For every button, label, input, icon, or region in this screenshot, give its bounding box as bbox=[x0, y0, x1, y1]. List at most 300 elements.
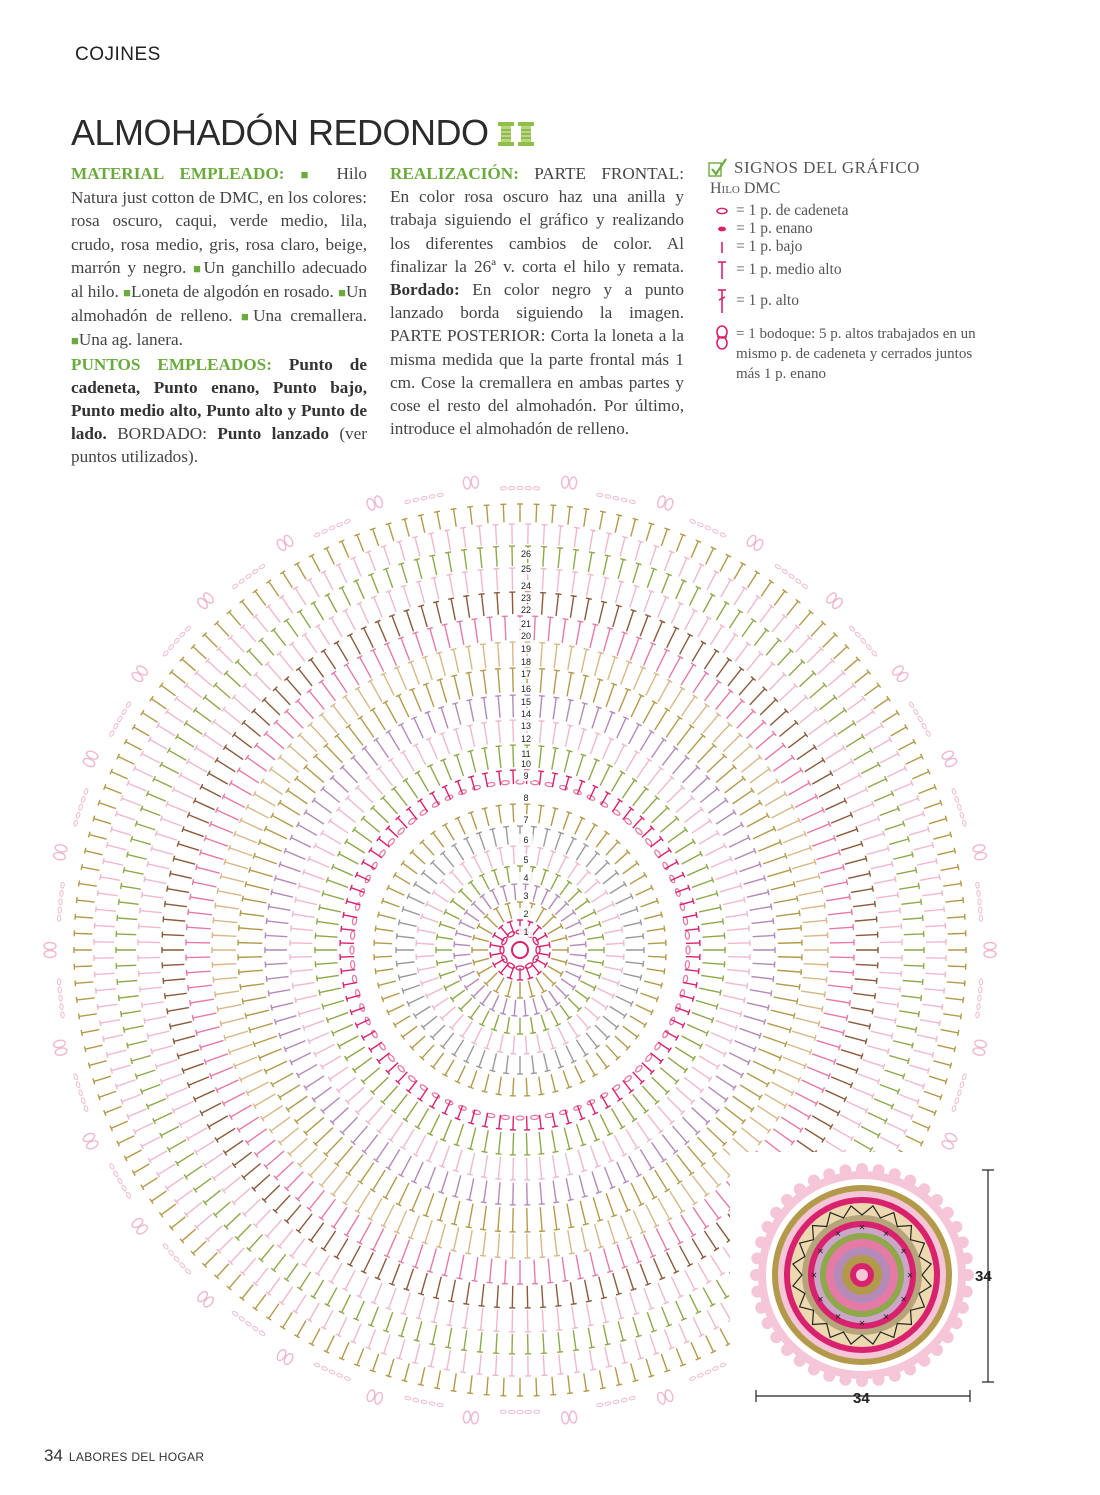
stitch-top bbox=[553, 1091, 559, 1092]
stitch-mark bbox=[576, 1040, 586, 1055]
stitch-mark bbox=[388, 1005, 404, 1013]
round-number-label: 17 bbox=[520, 669, 532, 679]
stitch-mark bbox=[136, 1070, 155, 1076]
stitch-top bbox=[579, 1118, 585, 1120]
stitch-mark bbox=[677, 726, 692, 745]
stitch-top bbox=[495, 721, 501, 722]
stitch-mark bbox=[787, 601, 798, 615]
stitch-mark bbox=[225, 1031, 248, 1038]
stitch-mark bbox=[421, 515, 425, 533]
stitch-top bbox=[851, 985, 852, 991]
stitch-top bbox=[900, 908, 901, 914]
embroidery-mark: ✕ bbox=[834, 1229, 842, 1239]
stitch-mark bbox=[368, 552, 375, 571]
stitch-mark bbox=[593, 680, 600, 703]
stitch-mark bbox=[647, 1114, 660, 1131]
stitch-mark bbox=[603, 1016, 617, 1027]
stitch-top bbox=[653, 545, 659, 547]
stitch-mark bbox=[498, 669, 500, 693]
stitch-mark bbox=[716, 872, 737, 879]
stitch-top bbox=[592, 624, 598, 625]
stitch-mark bbox=[765, 1094, 786, 1106]
stitch-mark bbox=[324, 1231, 336, 1249]
stitch-mark bbox=[466, 979, 479, 988]
stitch-mark bbox=[592, 1172, 599, 1193]
stitch-top bbox=[818, 873, 819, 879]
stitch-mark bbox=[296, 995, 317, 1000]
stitch-mark bbox=[579, 1175, 585, 1196]
stitch-mark bbox=[589, 760, 597, 780]
chain-stitch bbox=[573, 789, 582, 795]
stitch-mark bbox=[660, 818, 677, 832]
stitch-mark bbox=[709, 1087, 727, 1100]
stitch-mark bbox=[440, 971, 455, 976]
stitch-mark bbox=[735, 851, 755, 860]
stitch-mark bbox=[347, 1088, 364, 1103]
stitch-mark bbox=[484, 698, 487, 720]
stitch-mark bbox=[322, 1056, 341, 1067]
stitch-mark bbox=[376, 1142, 388, 1160]
stitch-top bbox=[744, 997, 745, 1003]
stitch-mark bbox=[473, 985, 484, 996]
stitch-mark bbox=[524, 1000, 525, 1016]
stitch-mark bbox=[299, 1008, 320, 1014]
stitch-mark bbox=[342, 1342, 349, 1358]
stitch-mark bbox=[255, 794, 276, 806]
chain-stitch bbox=[621, 1398, 628, 1402]
stitch-mark bbox=[421, 1273, 427, 1294]
embroidery-mark: ✕ bbox=[817, 1295, 824, 1304]
stitch-mark bbox=[215, 685, 230, 698]
stitch-mark bbox=[853, 904, 875, 907]
stitch-top bbox=[566, 960, 568, 966]
stitch-top bbox=[569, 646, 575, 647]
stitch-mark bbox=[311, 659, 324, 677]
stitch-mark bbox=[496, 1309, 497, 1331]
stitch-mark bbox=[384, 1335, 390, 1354]
stitch-top bbox=[846, 1015, 847, 1021]
stitch-top bbox=[571, 596, 577, 597]
stitch-top bbox=[581, 728, 587, 730]
stitch-top bbox=[123, 1027, 124, 1033]
stitch-top bbox=[462, 1328, 468, 1329]
stitch-mark bbox=[360, 1222, 372, 1243]
stitch-top bbox=[567, 1174, 573, 1175]
chain-stitch bbox=[84, 1105, 89, 1112]
chain-stitch bbox=[977, 890, 981, 896]
stitch-mark bbox=[595, 1224, 601, 1247]
stitch-mark bbox=[494, 935, 504, 941]
stitch-top bbox=[574, 1372, 580, 1373]
stitch-mark bbox=[692, 643, 703, 662]
round-number-label: 5 bbox=[523, 855, 529, 865]
stitch-mark bbox=[716, 1020, 737, 1027]
stitch-top bbox=[595, 1165, 601, 1167]
stitch-top bbox=[940, 800, 942, 806]
stitch-mark bbox=[648, 956, 666, 957]
stitch-mark bbox=[142, 713, 157, 723]
chain-stitch bbox=[675, 888, 681, 897]
stitch-mark bbox=[259, 1049, 281, 1058]
stitch-mark bbox=[296, 778, 315, 793]
stitch-mark bbox=[551, 1011, 558, 1025]
round-number-label: 3 bbox=[523, 891, 529, 901]
stitch-top bbox=[622, 632, 628, 634]
stitch-top bbox=[638, 541, 644, 543]
stitch-mark bbox=[528, 981, 532, 996]
stitch-mark bbox=[561, 912, 574, 921]
stitch-mark bbox=[847, 1101, 867, 1110]
stitch-mark bbox=[568, 864, 578, 879]
stitch-mark bbox=[606, 1193, 614, 1216]
stitch-mark bbox=[698, 1263, 709, 1282]
stitch-mark bbox=[492, 995, 499, 1010]
stitch-top bbox=[177, 841, 179, 847]
stitch-mark bbox=[150, 739, 167, 749]
bobble-stitch bbox=[656, 495, 674, 511]
stitch-mark bbox=[575, 990, 588, 999]
stitch-mark bbox=[848, 698, 864, 710]
stitch-mark bbox=[374, 597, 382, 617]
stitch-top bbox=[558, 526, 564, 527]
stitch-mark bbox=[406, 610, 413, 631]
stitch-mark bbox=[74, 933, 92, 934]
stitch-mark bbox=[903, 981, 923, 983]
stitch-top bbox=[151, 846, 153, 852]
stitch-mark bbox=[610, 884, 625, 894]
stitch-mark bbox=[332, 1108, 348, 1123]
stitch-mark bbox=[824, 882, 847, 887]
stitch-mark bbox=[341, 970, 355, 972]
stitch-mark bbox=[338, 1317, 347, 1335]
stitch-mark bbox=[776, 913, 800, 916]
stitch-mark bbox=[557, 570, 559, 592]
stitch-mark bbox=[658, 597, 666, 617]
stitch-mark bbox=[700, 789, 717, 803]
stitch-mark bbox=[359, 603, 368, 623]
stitch-top bbox=[958, 864, 959, 870]
stitch-mark bbox=[780, 686, 796, 701]
stitch-mark bbox=[140, 911, 162, 913]
chain-stitch bbox=[959, 1081, 964, 1088]
stitch-mark bbox=[161, 1074, 182, 1082]
stitch-mark bbox=[643, 702, 654, 723]
stitch-top bbox=[414, 559, 420, 561]
stitch-mark bbox=[856, 935, 878, 936]
stitch-mark bbox=[167, 1008, 189, 1012]
stitch-top bbox=[491, 869, 497, 871]
stitch-mark bbox=[182, 659, 196, 671]
bobble-stitch bbox=[130, 1217, 149, 1236]
stitch-mark bbox=[161, 764, 179, 773]
stitch-mark bbox=[703, 715, 718, 733]
stitch-top bbox=[583, 1224, 589, 1225]
stitch-mark bbox=[145, 879, 167, 883]
stitch-top bbox=[88, 832, 90, 838]
stitch-top bbox=[692, 898, 694, 904]
stitch-top bbox=[543, 1029, 549, 1031]
stitch-top bbox=[698, 968, 699, 974]
stitch-mark bbox=[612, 1108, 623, 1127]
stitch-mark bbox=[298, 701, 314, 719]
stitch-top bbox=[396, 961, 397, 967]
stitch-mark bbox=[317, 921, 339, 924]
stitch-top bbox=[421, 981, 423, 987]
stitch-mark bbox=[223, 1093, 244, 1104]
stitch-mark bbox=[312, 1328, 320, 1344]
stitch-mark bbox=[536, 504, 537, 522]
stitch-top bbox=[437, 679, 443, 681]
stitch-mark bbox=[460, 971, 475, 978]
stitch-top bbox=[912, 852, 913, 858]
stitch-mark bbox=[508, 904, 512, 919]
stitch-top bbox=[402, 906, 404, 912]
stitch-mark bbox=[196, 867, 219, 873]
stitch-top bbox=[897, 1089, 899, 1095]
stitch-mark bbox=[470, 507, 472, 525]
chain-stitch bbox=[173, 1256, 179, 1263]
stitch-mark bbox=[401, 564, 407, 583]
chain-stitch bbox=[397, 1065, 405, 1073]
stitch-mark bbox=[929, 819, 946, 824]
chain-stitch bbox=[500, 1410, 506, 1413]
stitch-mark bbox=[551, 1074, 555, 1091]
stitch-top bbox=[401, 1313, 407, 1315]
stitch-mark bbox=[235, 834, 257, 843]
stitch-mark bbox=[492, 1053, 496, 1071]
stitch-mark bbox=[437, 961, 453, 964]
stitch-mark bbox=[747, 892, 768, 897]
stitch-mark bbox=[436, 602, 441, 623]
stitch-mark bbox=[282, 1286, 293, 1303]
stitch-mark bbox=[615, 1367, 619, 1385]
section-label: COJINES bbox=[75, 44, 161, 65]
stitch-top bbox=[555, 1306, 561, 1307]
stitch-mark bbox=[867, 1046, 888, 1052]
stitch-mark bbox=[853, 1088, 873, 1096]
embroidery-mark: ✕ bbox=[858, 1223, 866, 1232]
stitch-top bbox=[418, 1384, 424, 1385]
stitch-top bbox=[592, 1275, 598, 1276]
stitch-top bbox=[266, 976, 267, 982]
stitch-mark bbox=[276, 722, 294, 738]
stitch-mark bbox=[126, 742, 142, 750]
stitch-mark bbox=[412, 1188, 421, 1210]
stitch-mark bbox=[889, 1056, 908, 1061]
stitch-mark bbox=[217, 1264, 229, 1277]
stitch-mark bbox=[148, 794, 166, 802]
stitch-mark bbox=[704, 1199, 718, 1218]
stitch-mark bbox=[604, 930, 622, 934]
stitch-mark bbox=[242, 601, 253, 615]
stitch-mark bbox=[536, 908, 544, 922]
stitch-mark bbox=[644, 981, 661, 985]
stitch-mark bbox=[314, 1087, 332, 1100]
stitch-mark bbox=[795, 1093, 816, 1104]
stitch-top bbox=[346, 996, 348, 1002]
stitch-mark bbox=[346, 841, 365, 853]
stitch-mark bbox=[616, 582, 622, 603]
stitch-mark bbox=[948, 966, 966, 967]
stitch-mark bbox=[412, 852, 425, 864]
stitch-top bbox=[439, 921, 441, 927]
stitch-mark bbox=[269, 581, 279, 596]
chain-stitch bbox=[408, 1075, 417, 1083]
stitch-top bbox=[160, 816, 162, 822]
embroidery-label: BORDADO: bbox=[106, 424, 218, 444]
stitch-mark bbox=[156, 1060, 177, 1067]
stitch-mark bbox=[279, 653, 293, 670]
stitch-mark bbox=[268, 606, 280, 622]
stitch-top bbox=[215, 903, 216, 909]
stitch-mark bbox=[254, 1036, 277, 1044]
stitch-top bbox=[341, 926, 342, 932]
stitch-mark bbox=[868, 779, 886, 787]
stitch-top bbox=[633, 1380, 639, 1382]
stitch-mark bbox=[887, 768, 905, 777]
stitch-mark bbox=[636, 888, 652, 896]
stitch-top bbox=[482, 1091, 488, 1092]
stitch-mark bbox=[190, 999, 214, 1003]
chain-stitch bbox=[689, 519, 696, 524]
stitch-top bbox=[140, 908, 141, 914]
stitch-top bbox=[242, 998, 243, 1004]
stitch-top bbox=[481, 1177, 487, 1178]
stitch-mark bbox=[831, 815, 851, 823]
stitch-mark bbox=[590, 1146, 597, 1167]
stitch-mark bbox=[825, 801, 845, 810]
chain-stitch bbox=[689, 1376, 696, 1381]
stitch-mark bbox=[267, 664, 282, 680]
stitch-mark bbox=[945, 900, 963, 902]
stitch-mark bbox=[434, 578, 439, 599]
stitch-top bbox=[266, 918, 267, 924]
stitch-mark bbox=[817, 1040, 840, 1047]
stitch-mark bbox=[704, 1231, 716, 1249]
stitch-top bbox=[568, 699, 574, 700]
stitch-mark bbox=[376, 969, 394, 972]
stitch-mark bbox=[321, 682, 335, 701]
stitch-top bbox=[487, 617, 493, 618]
stitch-mark bbox=[142, 1085, 161, 1092]
stitch-mark bbox=[828, 912, 852, 915]
chain-stitch bbox=[500, 487, 506, 490]
stitch-top bbox=[740, 1011, 742, 1017]
stitch-mark bbox=[747, 722, 765, 738]
stitch-mark bbox=[513, 1183, 514, 1205]
stitch-mark bbox=[484, 1181, 487, 1203]
stitch-mark bbox=[876, 1002, 898, 1005]
stitch-mark bbox=[912, 772, 928, 779]
chain-stitch bbox=[429, 494, 435, 498]
stitch-mark bbox=[781, 1117, 801, 1130]
stitch-top bbox=[545, 828, 551, 829]
stitch-mark bbox=[621, 1216, 630, 1238]
stitch-mark bbox=[570, 944, 586, 945]
stitch-mark bbox=[937, 851, 955, 855]
stitch-mark bbox=[701, 921, 723, 924]
stitch-mark bbox=[592, 892, 607, 902]
stitch-mark bbox=[658, 1198, 670, 1219]
stitch-mark bbox=[374, 943, 392, 944]
stitch-mark bbox=[646, 1205, 657, 1227]
stitch-mark bbox=[707, 572, 716, 590]
chain-stitch bbox=[978, 987, 982, 993]
stitch-mark bbox=[201, 853, 224, 860]
stitch-mark bbox=[186, 685, 202, 697]
stitch-mark bbox=[247, 807, 268, 818]
stitch-mark bbox=[267, 921, 289, 924]
stitch-mark bbox=[604, 967, 622, 971]
stitch-top bbox=[619, 581, 625, 583]
stitch-mark bbox=[487, 852, 493, 869]
stitch-mark bbox=[513, 642, 514, 666]
stitch-mark bbox=[804, 964, 828, 965]
stitch-mark bbox=[265, 829, 287, 839]
stitch-mark bbox=[581, 1227, 586, 1250]
stitch-top bbox=[204, 1059, 206, 1065]
cushion-preview bbox=[730, 1152, 1055, 1457]
stitch-mark bbox=[682, 1117, 697, 1133]
stitch-mark bbox=[268, 1278, 280, 1294]
stitch-mark bbox=[412, 689, 421, 711]
stitch-mark bbox=[116, 965, 136, 966]
stitch-top bbox=[600, 511, 606, 512]
stitch-mark bbox=[379, 1114, 392, 1131]
stitch-top bbox=[572, 1328, 578, 1329]
stitch-mark bbox=[507, 867, 510, 883]
stitch-mark bbox=[947, 917, 965, 918]
stitch-mark bbox=[255, 1294, 266, 1308]
stitch-mark bbox=[275, 1195, 290, 1211]
stitch-mark bbox=[765, 794, 786, 806]
stitch-mark bbox=[399, 922, 417, 926]
stitch-top bbox=[463, 596, 469, 597]
stitch-mark bbox=[558, 857, 566, 873]
stitch-mark bbox=[600, 1371, 603, 1389]
stitch-top bbox=[466, 1227, 472, 1228]
stitch-mark bbox=[593, 1197, 600, 1220]
stitch-mark bbox=[99, 803, 116, 809]
stitch-top bbox=[898, 1002, 899, 1008]
stitch-top bbox=[396, 933, 397, 939]
stitch-mark bbox=[75, 917, 93, 918]
stitch-top bbox=[963, 897, 964, 903]
stitch-mark bbox=[340, 943, 354, 944]
stitch-mark bbox=[756, 733, 774, 749]
stitch-mark bbox=[753, 935, 775, 936]
stitch-mark bbox=[750, 689, 765, 705]
stitch-mark bbox=[458, 818, 466, 834]
chain-stitch bbox=[909, 701, 915, 708]
stitch-mark bbox=[215, 905, 239, 908]
stitch-mark bbox=[414, 1162, 423, 1182]
stitch-mark bbox=[371, 574, 378, 593]
stitch-top bbox=[448, 598, 454, 599]
stitch-mark bbox=[893, 1041, 912, 1046]
stitch-mark bbox=[667, 1097, 683, 1113]
stitch-mark bbox=[604, 628, 610, 651]
chain-stitch bbox=[913, 708, 919, 715]
stitch-mark bbox=[825, 1090, 845, 1099]
stitch-top bbox=[472, 619, 478, 620]
round-number-label: 1 bbox=[523, 927, 529, 937]
stitch-top bbox=[190, 1000, 191, 1006]
stitch-mark bbox=[205, 635, 218, 648]
stitch-top bbox=[479, 1306, 485, 1307]
stitch-mark bbox=[754, 630, 766, 646]
stitch-mark bbox=[478, 926, 492, 934]
